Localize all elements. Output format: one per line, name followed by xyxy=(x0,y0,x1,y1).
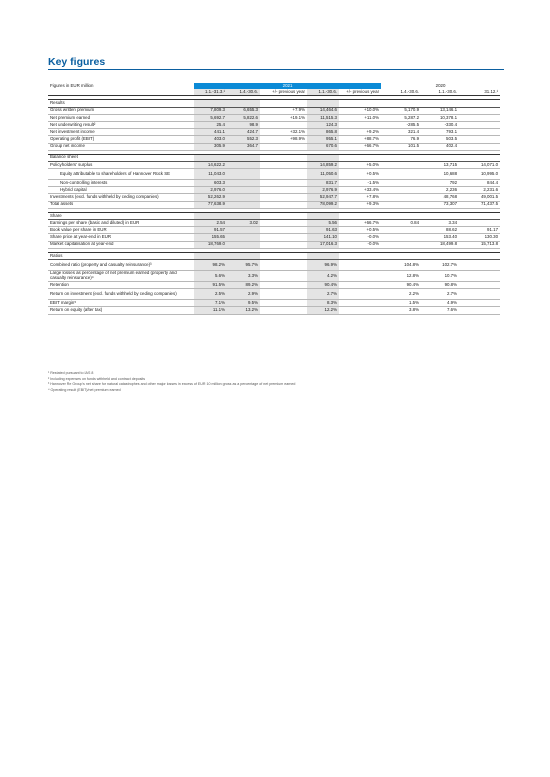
heading-filler-cell xyxy=(339,252,381,259)
value-cell: 2,976.9 xyxy=(307,187,339,194)
value-cell xyxy=(381,180,421,187)
heading-filler-cell xyxy=(459,100,500,107)
value-cell xyxy=(381,187,421,194)
table-row xyxy=(48,114,500,121)
value-cell: 91.5% xyxy=(194,281,227,288)
row-label: Net premium earned xyxy=(48,114,194,121)
value-cell: 424.7 xyxy=(227,129,260,136)
value-cell xyxy=(260,289,307,300)
table-row xyxy=(48,194,500,201)
value-cell: 5.56 xyxy=(307,220,339,227)
heading-filler-cell xyxy=(381,154,421,161)
row-label: Net underwriting result² xyxy=(48,121,194,128)
section-heading: Balance sheet xyxy=(48,154,194,161)
value-cell: +9.2% xyxy=(339,129,381,136)
value-cell: 2,231.6 xyxy=(459,187,500,194)
footnote: ¹ Restated pursuant to IAS 8 xyxy=(48,371,94,375)
value-cell: 503.5 xyxy=(421,136,459,143)
value-cell xyxy=(459,270,500,281)
value-cell xyxy=(339,307,381,314)
value-cell: -0.0% xyxy=(339,241,381,248)
value-cell: 124.3 xyxy=(307,121,339,128)
heading-filler-cell xyxy=(260,100,307,107)
heading-filler-cell xyxy=(260,154,307,161)
column-header: 1.1.-31.3.¹ xyxy=(194,89,227,96)
value-cell: 1.5% xyxy=(381,300,421,307)
value-cell: 844.4 xyxy=(459,180,500,187)
value-cell: 14,071.0 xyxy=(459,161,500,168)
column-header: +/- previous year xyxy=(339,89,381,96)
table-row xyxy=(48,234,500,241)
row-label: Group net income xyxy=(48,143,194,150)
table-row xyxy=(48,161,500,168)
value-cell: 52,262.9 xyxy=(194,194,227,201)
heading-filler-cell xyxy=(339,100,381,107)
value-cell: 865.8 xyxy=(307,129,339,136)
table-row xyxy=(48,281,500,288)
value-cell: 98.9 xyxy=(227,121,260,128)
value-cell: 18,499.8 xyxy=(421,241,459,248)
value-cell: 2.7% xyxy=(421,289,459,300)
value-cell: 88.62 xyxy=(421,227,459,234)
value-cell: 7.1% xyxy=(194,300,227,307)
page-title: Key figures xyxy=(48,56,106,68)
table-row xyxy=(48,169,500,180)
value-cell xyxy=(459,114,500,121)
value-cell: +66.7% xyxy=(339,220,381,227)
value-cell: +0.5% xyxy=(339,169,381,180)
heading-filler-cell xyxy=(260,212,307,219)
table-row xyxy=(48,136,500,143)
value-cell: 17,016.3 xyxy=(307,241,339,248)
value-cell: 14,859.2 xyxy=(307,161,339,168)
heading-filler-cell xyxy=(194,212,227,219)
value-cell: 6,655.3 xyxy=(227,107,260,114)
column-header: +/- previous year xyxy=(260,89,307,96)
value-cell: 76.9 xyxy=(381,136,421,143)
value-cell: -1.5% xyxy=(339,180,381,187)
value-cell xyxy=(260,300,307,307)
value-cell: 49,001.5 xyxy=(459,194,500,201)
value-cell: -330.4 xyxy=(421,121,459,128)
row-label: Return on equity (after tax) xyxy=(48,307,194,314)
row-label: Combined ratio (property and casualty reinsurance)³ xyxy=(48,259,194,270)
value-cell xyxy=(459,143,500,150)
value-cell: 90.8% xyxy=(421,281,459,288)
value-cell xyxy=(381,241,421,248)
value-cell: 4.2% xyxy=(307,270,339,281)
row-label: Gross written premium xyxy=(48,107,194,114)
value-cell xyxy=(381,227,421,234)
row-label: Return on investment (excl. funds withheld by ceding companies) xyxy=(48,289,194,300)
value-cell xyxy=(260,220,307,227)
value-cell: +7.8% xyxy=(339,194,381,201)
value-cell xyxy=(260,121,307,128)
value-cell: 955.1 xyxy=(307,136,339,143)
value-cell: 155.65 xyxy=(194,234,227,241)
column-header: 1.4.-30.6. xyxy=(381,89,421,96)
value-cell xyxy=(459,107,500,114)
value-cell xyxy=(227,161,260,168)
value-cell: 15,713.8 xyxy=(459,241,500,248)
value-cell: 2.2% xyxy=(381,289,421,300)
section-heading: Share xyxy=(48,212,194,219)
value-cell: +0.5% xyxy=(339,227,381,234)
value-cell: 11,050.6 xyxy=(307,169,339,180)
heading-filler-cell xyxy=(339,154,381,161)
value-cell xyxy=(459,136,500,143)
row-label: Share price at year-end in EUR xyxy=(48,234,194,241)
row-label: Total assets xyxy=(48,201,194,208)
value-cell: 2.7% xyxy=(307,289,339,300)
value-cell xyxy=(260,187,307,194)
value-cell xyxy=(459,129,500,136)
heading-filler-cell xyxy=(307,100,339,107)
value-cell: 11.1% xyxy=(194,307,227,314)
value-cell: 8.3% xyxy=(307,300,339,307)
value-cell: 5.6% xyxy=(194,270,227,281)
value-cell: 403.0 xyxy=(194,136,227,143)
value-cell: 10.7% xyxy=(421,270,459,281)
column-header: 1.1.-30.6. xyxy=(307,89,339,96)
value-cell: 102.7% xyxy=(421,259,459,270)
value-cell: 5,170.9 xyxy=(381,107,421,114)
value-cell: 90.4% xyxy=(381,281,421,288)
heading-filler-cell xyxy=(194,252,227,259)
value-cell xyxy=(260,161,307,168)
value-cell xyxy=(227,201,260,208)
value-cell xyxy=(459,259,500,270)
heading-filler-cell xyxy=(421,212,459,219)
value-cell: 52,947.7 xyxy=(307,194,339,201)
footnote: ⁴ Operating result (EBIT)/net premium earned xyxy=(48,387,121,392)
table-row xyxy=(48,300,500,307)
year-current-header: 2021 xyxy=(194,83,381,89)
value-cell: 98.2% xyxy=(194,259,227,270)
value-cell: 11,515.3 xyxy=(307,114,339,121)
value-cell: 5,692.7 xyxy=(194,114,227,121)
section-heading-row xyxy=(48,252,500,259)
row-label: Large losses as percentage of net premium earned (property and casualty reinsurance)⁴ xyxy=(48,270,194,281)
value-cell: -285.5 xyxy=(381,121,421,128)
heading-filler-cell xyxy=(227,252,260,259)
value-cell: 71,437.5 xyxy=(459,201,500,208)
value-cell: 77,638.9 xyxy=(194,201,227,208)
value-cell xyxy=(260,194,307,201)
row-label: Operating profit (EBIT) xyxy=(48,136,194,143)
heading-filler-cell xyxy=(227,154,260,161)
value-cell: 18,769.0 xyxy=(194,241,227,248)
value-cell xyxy=(260,180,307,187)
table-row xyxy=(48,143,500,150)
value-cell: 0.84 xyxy=(381,220,421,227)
value-cell: 7.6% xyxy=(421,307,459,314)
value-cell xyxy=(260,169,307,180)
value-cell xyxy=(227,169,260,180)
value-cell xyxy=(459,281,500,288)
value-cell: 91.57 xyxy=(194,227,227,234)
table-row xyxy=(48,129,500,136)
value-cell xyxy=(339,121,381,128)
value-cell: +10.0% xyxy=(339,107,381,114)
value-cell: 96.9% xyxy=(307,259,339,270)
value-cell: 11,043.0 xyxy=(194,169,227,180)
footnote: ³ Hannover Re Group's net share for natural catastrophes and other major losses in excess of EUR 10 million gross as a percentage of net premium earned xyxy=(48,382,296,387)
table-row xyxy=(48,220,500,227)
value-cell: +88.7% xyxy=(339,136,381,143)
value-cell: 10,995.0 xyxy=(459,169,500,180)
value-cell: 141.10 xyxy=(307,234,339,241)
value-cell: +11.0% xyxy=(339,114,381,121)
value-cell xyxy=(227,180,260,187)
value-cell: 603.3 xyxy=(194,180,227,187)
value-cell xyxy=(339,300,381,307)
heading-filler-cell xyxy=(459,154,500,161)
value-cell xyxy=(227,241,260,248)
value-cell: 13,715 xyxy=(421,161,459,168)
section-heading: Ratios xyxy=(48,252,194,259)
heading-filler-cell xyxy=(421,100,459,107)
section-heading-row xyxy=(48,212,500,219)
column-header-blank xyxy=(48,89,194,96)
heading-filler-cell xyxy=(227,100,260,107)
value-cell: 14,622.2 xyxy=(194,161,227,168)
value-cell xyxy=(260,270,307,281)
value-cell xyxy=(260,143,307,150)
value-cell xyxy=(227,234,260,241)
value-cell: 13,146.1 xyxy=(421,107,459,114)
row-label: Policyholders' surplus xyxy=(48,161,194,168)
value-cell: 10,378.1 xyxy=(421,114,459,121)
value-cell: 130.30 xyxy=(459,234,500,241)
value-cell xyxy=(260,201,307,208)
table-row xyxy=(48,259,500,270)
row-label: Book value per share in EUR xyxy=(48,227,194,234)
table-row xyxy=(48,270,500,281)
footnote: ² Including expenses on funds withheld and contract deposits xyxy=(48,376,146,381)
unit-label: Figures in EUR million xyxy=(50,83,94,88)
value-cell: +98.9% xyxy=(260,136,307,143)
value-cell xyxy=(339,281,381,288)
value-cell: 670.6 xyxy=(307,143,339,150)
value-cell: 831.7 xyxy=(307,180,339,187)
value-cell: 2.5% xyxy=(194,289,227,300)
table-row xyxy=(48,121,500,128)
value-cell: 153.40 xyxy=(421,234,459,241)
value-cell: 7,809.3 xyxy=(194,107,227,114)
table-row xyxy=(48,107,500,114)
value-cell: 3.02 xyxy=(227,220,260,227)
value-cell: 441.1 xyxy=(194,129,227,136)
value-cell: 14,464.6 xyxy=(307,107,339,114)
table-row xyxy=(48,289,500,300)
heading-filler-cell xyxy=(307,154,339,161)
value-cell xyxy=(381,161,421,168)
section-heading-row xyxy=(48,100,500,107)
value-cell: 5,287.2 xyxy=(381,114,421,121)
value-cell: 5,822.6 xyxy=(227,114,260,121)
heading-filler-cell xyxy=(421,252,459,259)
value-cell: 101.5 xyxy=(381,143,421,150)
row-label: Non-controlling interests xyxy=(48,180,194,187)
value-cell: 792 xyxy=(421,180,459,187)
row-label: Market capitalisation at year-end xyxy=(48,241,194,248)
value-cell xyxy=(227,194,260,201)
value-cell xyxy=(459,300,500,307)
value-cell: +5.0% xyxy=(339,161,381,168)
heading-filler-cell xyxy=(194,154,227,161)
table-row xyxy=(48,187,500,194)
value-cell xyxy=(227,187,260,194)
value-cell: 2.54 xyxy=(194,220,227,227)
title-divider xyxy=(48,69,504,70)
value-cell: 10,688 xyxy=(421,169,459,180)
value-cell xyxy=(260,234,307,241)
row-label: Retention xyxy=(48,281,194,288)
column-header: 1.4.-30.6. xyxy=(227,89,260,96)
value-cell: +32.1% xyxy=(260,129,307,136)
value-cell: 91.63 xyxy=(307,227,339,234)
value-cell: 2,976.0 xyxy=(194,187,227,194)
value-cell: 89.2% xyxy=(227,281,260,288)
table-row xyxy=(48,227,500,234)
table-row xyxy=(48,201,500,208)
section-heading: Results xyxy=(48,100,194,107)
value-cell: 95.7% xyxy=(227,259,260,270)
value-cell xyxy=(459,121,500,128)
section-heading-row xyxy=(48,154,500,161)
value-cell: 4.9% xyxy=(421,300,459,307)
value-cell: 13.2% xyxy=(227,307,260,314)
value-cell xyxy=(260,307,307,314)
row-label: Investments (excl. funds withheld by ceding companies) xyxy=(48,194,194,201)
heading-filler-cell xyxy=(381,100,421,107)
value-cell: 2.9% xyxy=(227,289,260,300)
value-cell xyxy=(227,227,260,234)
value-cell: 305.9 xyxy=(194,143,227,150)
value-cell: 48,768 xyxy=(421,194,459,201)
value-cell xyxy=(381,169,421,180)
value-cell: 25.4 xyxy=(194,121,227,128)
value-cell: 3.3% xyxy=(227,270,260,281)
value-cell xyxy=(381,194,421,201)
heading-filler-cell xyxy=(227,212,260,219)
value-cell: 90.4% xyxy=(307,281,339,288)
row-label: Net investment income xyxy=(48,129,194,136)
value-cell: 73,307 xyxy=(421,201,459,208)
value-cell: 3.8% xyxy=(381,307,421,314)
value-cell: -0.0% xyxy=(339,234,381,241)
heading-filler-cell xyxy=(307,212,339,219)
heading-filler-cell xyxy=(381,252,421,259)
row-label: Hybrid capital xyxy=(48,187,194,194)
value-cell: 402.4 xyxy=(421,143,459,150)
value-cell: 793.1 xyxy=(421,129,459,136)
row-label: EBIT margin⁵ xyxy=(48,300,194,307)
year-previous-header: 2020 xyxy=(435,83,446,88)
value-cell xyxy=(339,270,381,281)
value-cell: 321.4 xyxy=(381,129,421,136)
heading-filler-cell xyxy=(307,252,339,259)
value-cell: 104.8% xyxy=(381,259,421,270)
value-cell xyxy=(381,234,421,241)
value-cell: 2,236 xyxy=(421,187,459,194)
heading-filler-cell xyxy=(459,252,500,259)
value-cell: +9.3% xyxy=(339,201,381,208)
table-row xyxy=(48,180,500,187)
value-cell xyxy=(459,289,500,300)
heading-filler-cell xyxy=(339,212,381,219)
value-cell: 552.3 xyxy=(227,136,260,143)
value-cell xyxy=(339,259,381,270)
column-header: 1.1.-30.6. xyxy=(421,89,459,96)
column-header-row xyxy=(48,89,500,96)
value-cell: 12.2% xyxy=(307,307,339,314)
heading-filler-cell xyxy=(381,212,421,219)
value-cell: +19.1% xyxy=(260,114,307,121)
heading-filler-cell xyxy=(194,100,227,107)
value-cell: 12.8% xyxy=(381,270,421,281)
value-cell xyxy=(459,220,500,227)
table-row xyxy=(48,241,500,248)
value-cell xyxy=(339,289,381,300)
footnotes xyxy=(48,371,504,393)
value-cell: 364.7 xyxy=(227,143,260,150)
column-header: 31.12.¹ xyxy=(459,89,500,96)
value-cell: +66.7% xyxy=(339,143,381,150)
value-cell: 9.5% xyxy=(227,300,260,307)
heading-filler-cell xyxy=(459,212,500,219)
value-cell: +33.4% xyxy=(339,187,381,194)
row-label: Equity attributable to shareholders of Hannover Rück SE xyxy=(48,169,194,180)
heading-filler-cell xyxy=(421,154,459,161)
value-cell xyxy=(260,227,307,234)
table-row xyxy=(48,307,500,314)
value-cell: 78,099.2 xyxy=(307,201,339,208)
value-cell xyxy=(459,307,500,314)
row-label: Earnings per share (basic and diluted) in EUR xyxy=(48,220,194,227)
value-cell: +7.9% xyxy=(260,107,307,114)
value-cell xyxy=(260,281,307,288)
value-cell xyxy=(260,241,307,248)
value-cell: 3.34 xyxy=(421,220,459,227)
value-cell xyxy=(260,259,307,270)
heading-filler-cell xyxy=(260,252,307,259)
value-cell xyxy=(381,201,421,208)
value-cell: 91.17 xyxy=(459,227,500,234)
key-figures-table xyxy=(48,83,500,315)
